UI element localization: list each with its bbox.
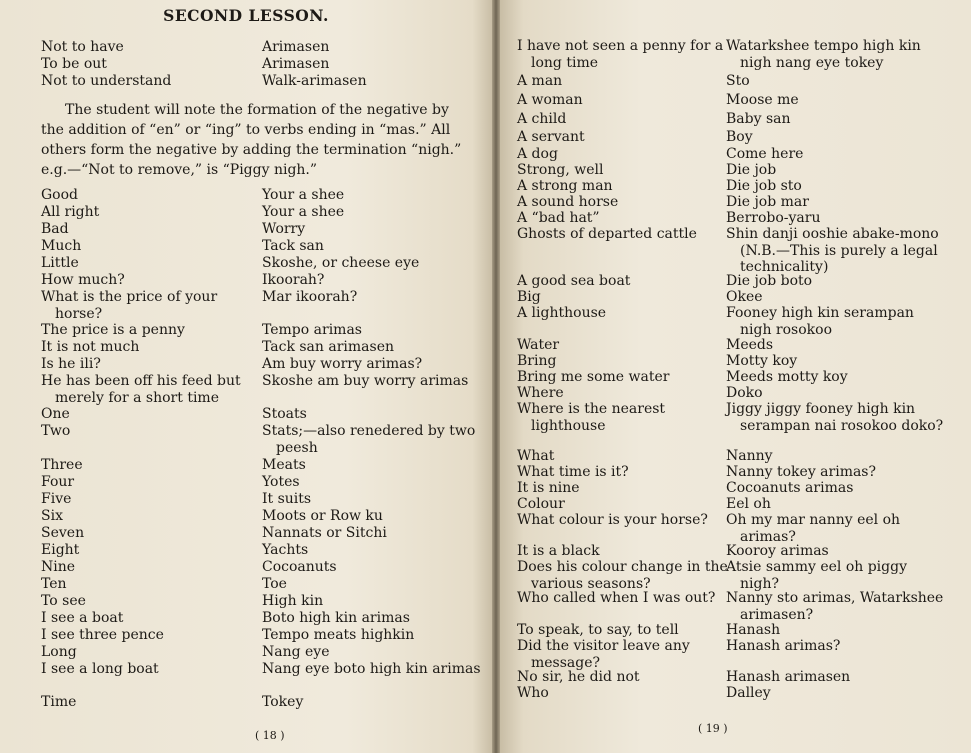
vocab-english: Does his colour change in the various seasons? [517,559,728,592]
vocab-translation: Walk-arimasen [262,73,367,89]
vocab-english: Who [517,685,549,701]
vocab-english: All right [41,204,100,220]
vocab-translation: Arimasen [262,56,330,72]
vocab-translation: Jiggy jiggy fooney high kin serampan nai rosokoo doko? [726,401,944,434]
vocab-english: Bad [41,221,69,237]
vocab-english: Big [517,289,541,305]
vocab-english: A servant [517,129,585,145]
vocab-english: It is not much [41,339,140,355]
right-page [500,0,971,753]
vocab-translation: Moose me [726,92,799,108]
vocab-translation: Your a shee [262,204,345,220]
vocab-english: Little [41,255,79,271]
vocab-translation: Dalley [726,685,771,701]
vocab-translation: Moots or Row ku [262,508,383,524]
vocab-translation: Tempo meats highkin [262,627,415,643]
vocab-english: A good sea boat [517,273,631,289]
vocab-translation: Atsie sammy eel oh piggy nigh? [726,559,907,592]
vocab-translation: Yachts [262,542,309,558]
vocab-translation: Your a shee [262,187,345,203]
vocab-translation: Nanny [726,448,773,464]
vocab-translation: Cocoanuts arimas [726,480,854,496]
vocab-translation: Sto [726,73,750,89]
vocab-translation: Am buy worry arimas? [262,356,423,372]
vocab-english: Three [41,457,83,473]
vocab-english: Water [517,337,560,353]
vocab-english: The price is a penny [41,322,185,338]
vocab-english: Seven [41,525,85,541]
grammar-note: The student will note the formation of the negative by the addition of “en” or “ing” to verbs ending in “mas.” All others form the negative by adding the termination “nigh.” e.g.—“Not to remove,” is “Piggy nigh.” [41,102,462,178]
vocab-translation: Hanash arimas? [726,638,841,654]
vocab-english: I see a boat [41,610,124,626]
vocab-english: It is nine [517,480,580,496]
vocab-english: What [517,448,555,464]
vocab-translation: Skoshe, or cheese eye [262,255,420,271]
vocab-translation: Tempo arimas [262,322,362,338]
vocab-english: He has been off his feed but merely for a short time [41,373,241,406]
vocab-english: Nine [41,559,76,575]
page-number: ( 19 ) [698,722,728,735]
vocab-translation: Yotes [262,474,300,490]
vocab-english: A sound horse [517,194,619,210]
vocab-translation: Berrobo-yaru [726,210,821,226]
vocab-translation: Nanny sto arimas, Watarkshee arimasen? [726,590,944,623]
vocab-translation: Motty koy [726,353,798,369]
vocab-translation: Tokey [262,694,304,710]
vocab-english: A woman [517,92,583,108]
vocab-english: A “bad hat” [517,210,600,226]
vocab-english: Colour [517,496,565,512]
vocab-translation: Die job mar [726,194,809,210]
vocab-english: Ten [41,576,67,592]
vocab-english: What time is it? [517,464,629,480]
vocab-translation: Nanny tokey arimas? [726,464,877,480]
lesson-heading: SECOND LESSON. [163,6,329,25]
vocab-translation: Come here [726,146,804,162]
vocab-translation: Die job sto [726,178,802,194]
vocab-english: Did the visitor leave any message? [517,638,690,671]
vocab-english: To speak, to say, to tell [517,622,679,638]
vocab-english: Bring [517,353,557,369]
vocab-translation: High kin [262,593,324,609]
vocab-translation: Nang eye boto high kin arimas [262,661,481,677]
vocab-translation: It suits [262,491,312,507]
vocab-english: Two [41,423,71,439]
vocab-english: A lighthouse [517,305,607,321]
vocab-translation: Mar ikoorah? [262,289,358,305]
vocab-english: No sir, he did not [517,669,640,685]
vocab-english: A dog [517,146,558,162]
vocab-translation: Arimasen [262,39,330,55]
vocab-translation: Hanash [726,622,781,638]
vocab-translation: Ikoorah? [262,272,325,288]
vocab-translation: Eel oh [726,496,771,512]
vocab-translation: Stats;—also renedered by two peesh [262,423,476,456]
vocab-translation: Meats [262,457,306,473]
vocab-english: It is a black [517,543,600,559]
vocab-english: Much [41,238,82,254]
vocab-english: Is he ili? [41,356,101,372]
vocab-english: Not to understand [41,73,172,89]
vocab-english: Five [41,491,72,507]
vocab-translation: Boy [726,129,753,145]
vocab-english: Eight [41,542,80,558]
vocab-translation: Fooney high kin serampan nigh rosokoo [726,305,914,338]
vocab-translation: Worry [262,221,306,237]
vocab-english: Time [41,694,77,710]
vocab-translation: Tack san arimasen [262,339,394,355]
vocab-english: One [41,406,70,422]
book-gutter [492,0,500,753]
vocab-translation: Cocoanuts [262,559,337,575]
vocab-translation: Hanash arimasen [726,669,851,685]
vocab-translation: Kooroy arimas [726,543,829,559]
vocab-translation: Tack san [262,238,324,254]
vocab-translation: Meeds motty koy [726,369,848,385]
vocab-english: Six [41,508,63,524]
vocab-translation: Toe [262,576,287,592]
vocab-english: Good [41,187,79,203]
vocab-english: To see [41,593,86,609]
vocab-english: Bring me some water [517,369,670,385]
vocab-english: Where is the nearest lighthouse [517,401,666,434]
vocab-translation: Nannats or Sitchi [262,525,387,541]
vocab-translation: Boto high kin arimas [262,610,410,626]
vocab-translation: Meeds [726,337,774,353]
vocab-english: Ghosts of departed cattle [517,226,697,242]
vocab-english: Who called when I was out? [517,590,716,606]
vocab-english: I see three pence [41,627,164,643]
vocab-english: A strong man [517,178,613,194]
vocab-translation: Nang eye [262,644,330,660]
vocab-english: Not to have [41,39,124,55]
vocab-english: I have not seen a penny for a long time [517,38,724,71]
vocab-translation: Die job [726,162,777,178]
vocab-translation: Skoshe am buy worry arimas [262,373,469,389]
vocab-english: Where [517,385,564,401]
vocab-english: Long [41,644,77,660]
vocab-translation: Die job boto [726,273,813,289]
vocab-english: Strong, well [517,162,604,178]
vocab-translation: Baby san [726,111,791,127]
vocab-english: What colour is your horse? [517,512,708,528]
vocab-english: I see a long boat [41,661,159,677]
vocab-translation: Okee [726,289,763,305]
vocab-english: To be out [41,56,107,72]
vocab-english: Four [41,474,75,490]
vocab-english: A child [517,111,567,127]
page-number: ( 18 ) [255,729,285,742]
vocab-english: A man [517,73,563,89]
vocab-translation: Shin danji ooshie abake-mono (N.B.—This is purely a legal technicality) [726,226,939,275]
vocab-translation: Stoats [262,406,307,422]
vocab-english: How much? [41,272,125,288]
vocab-translation: Watarkshee tempo high kin nigh nang eye tokey [726,38,921,71]
vocab-translation: Oh my mar nanny eel oh arimas? [726,512,901,545]
vocab-english: What is the price of your horse? [41,289,218,322]
vocab-translation: Doko [726,385,763,401]
